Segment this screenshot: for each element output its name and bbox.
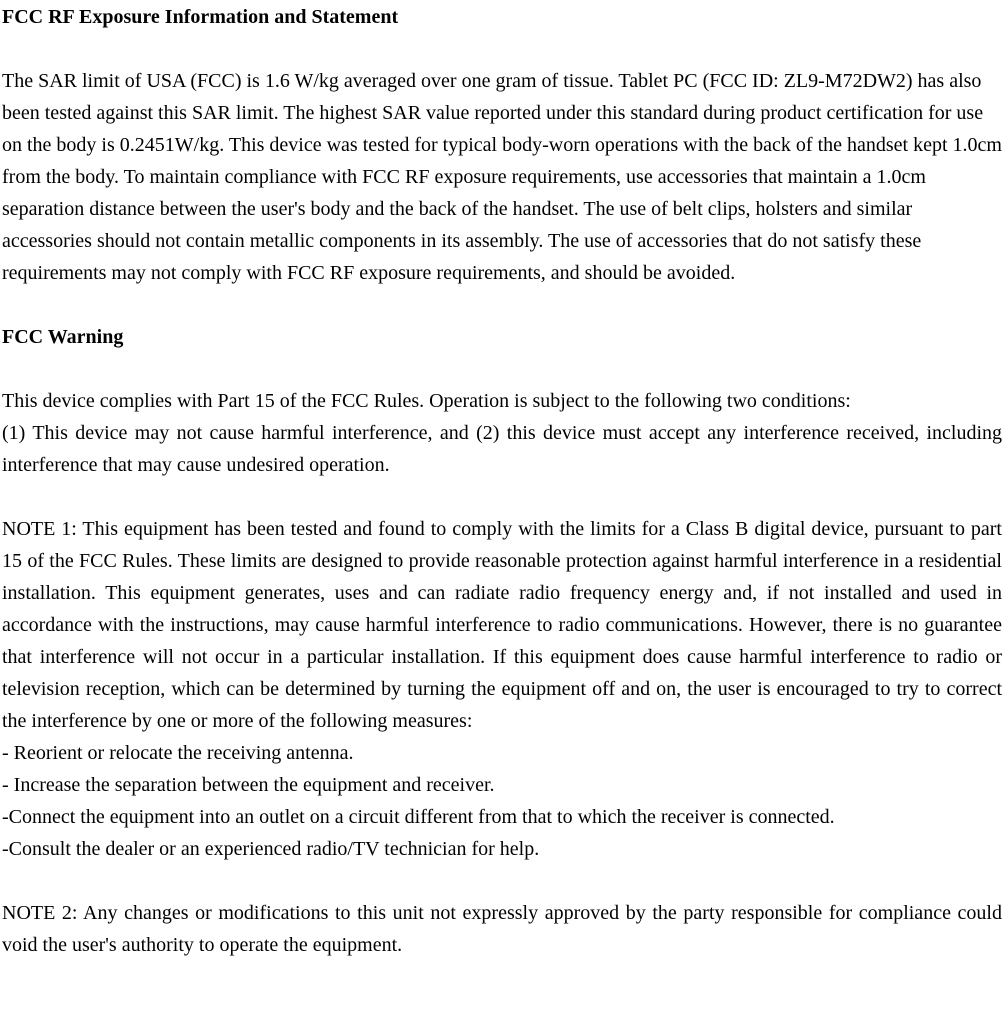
measure-line-reorient: - Reorient or relocate the receiving antenna. [2, 742, 354, 764]
paragraph-sar-statement: The SAR limit of USA (FCC) is 1.6 W/kg averaged over one gram of tissue. Tablet PC (FCC ID: ZL9-M72DW2) has also been tested against this SAR limit. The highest SAR value reported under this standard during product certification for use on the body is 0.2451W/kg. This device was tested for typical body-worn operations with the back of the handset kept 1.0cm from the body. To maintain compliance with FCC RF exposure requirements, use accessories that maintain a 1.0cm separation distance between the user's body and the back of the handset. The use of belt clips, holsters and similar accessories should not contain metallic components in its assembly. The use of accessories that do not satisfy these requirements may not comply with FCC RF exposure requirements, and should be avoided. [2, 70, 1002, 284]
paragraph-note2: NOTE 2: Any changes or modifications to this unit not expressly approved by the party responsible for compliance could void the user's authority to operate the equipment. [2, 902, 1002, 956]
measure-line-connect-outlet: -Connect the equipment into an outlet on a circuit different from that to which the receiver is connected. [2, 806, 835, 828]
measure-line-consult-dealer: -Consult the dealer or an experienced radio/TV technician for help. [2, 838, 540, 860]
section-heading-rf-exposure: FCC RF Exposure Information and Statement [2, 6, 399, 28]
section-heading-fcc-warning: FCC Warning [2, 326, 124, 348]
measures-list [2, 737, 1002, 865]
paragraph-conditions-intro: This device complies with Part 15 of the FCC Rules. Operation is subject to the following two conditions: [2, 390, 851, 412]
paragraph-note1: NOTE 1: This equipment has been tested and found to comply with the limits for a Class B digital device, pursuant to part 15 of the FCC Rules. These limits are designed to provide reasonable protection against harmful interference in a residential installation. This equipment generates, uses and can radiate radio frequency energy and, if not installed and used in accordance with the instructions, may cause harmful interference to radio communications. However, there is no guarantee that interference will not occur in a particular installation. If this equipment does cause harmful interference to radio or television reception, which can be determined by turning the equipment off and on, the user is encouraged to try to correct the interference by one or more of the following measures: [2, 518, 1002, 732]
measure-line-increase-separation: - Increase the separation between the equipment and receiver. [2, 774, 495, 796]
paragraph-conditions: (1) This device may not cause harmful interference, and (2) this device must accept any interference received, including interference that may cause undesired operation. [2, 422, 1002, 476]
